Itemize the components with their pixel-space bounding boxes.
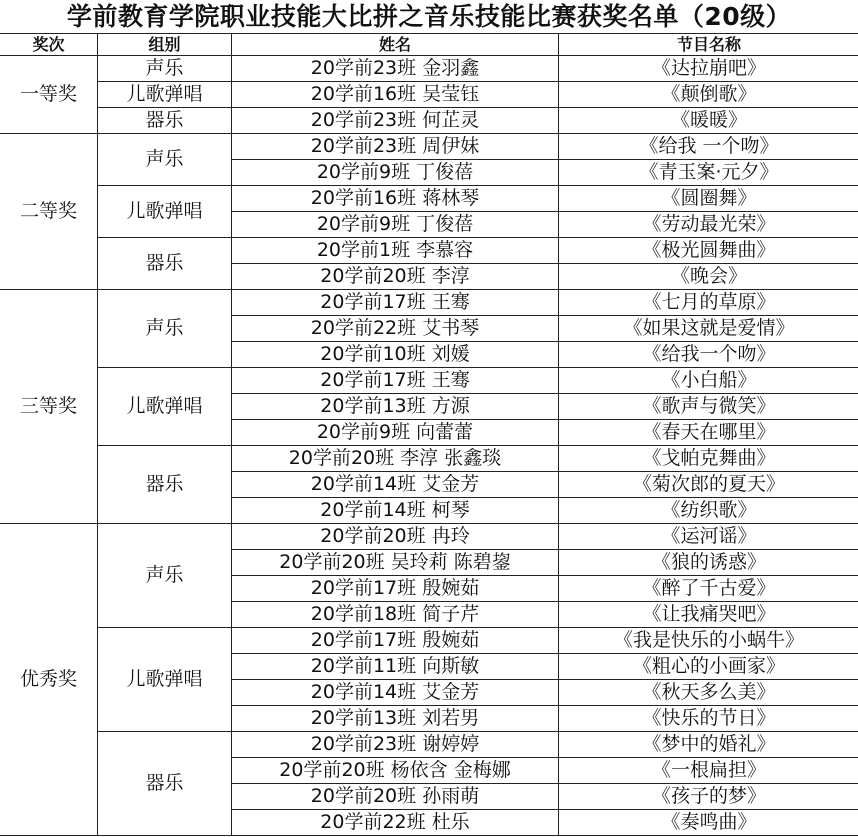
name-cell: 20学前16班 吴莹钰: [232, 82, 559, 108]
name-cell: 20学前9班 丁俊蓓: [232, 160, 559, 186]
group-cell: 声乐: [98, 56, 232, 82]
award-cell: 二等奖: [0, 134, 98, 290]
table-row: [0, 238, 858, 264]
table-row: [0, 524, 858, 550]
program-cell: 《七月的草原》: [559, 290, 858, 316]
page-title: 学前教育学院职业技能大比拼之音乐技能比赛获奖名单（20级）: [66, 2, 792, 31]
program-cell: 《给我 一个吻》: [559, 134, 858, 160]
award-cell: 三等奖: [0, 290, 98, 524]
program-cell: 《纺织歌》: [559, 498, 858, 524]
program-cell: 《给我一个吻》: [559, 342, 858, 368]
program-cell: 《我是快乐的小蜗牛》: [559, 628, 858, 654]
group-cell: 声乐: [98, 134, 232, 186]
table-row: [0, 108, 858, 134]
name-cell: 20学前14班 柯琴: [232, 498, 559, 524]
program-cell: 《颠倒歌》: [559, 82, 858, 108]
program-cell: 《狼的诱惑》: [559, 550, 858, 576]
program-cell: 《劳动最光荣》: [559, 212, 858, 238]
program-cell: 《孩子的梦》: [559, 784, 858, 810]
name-cell: 20学前20班 杨依含 金梅娜: [232, 758, 559, 784]
program-cell: 《小白船》: [559, 368, 858, 394]
name-cell: 20学前22班 艾书琴: [232, 316, 559, 342]
group-cell: 声乐: [98, 524, 232, 628]
group-cell: 器乐: [98, 732, 232, 836]
name-cell: 20学前18班 简子芹: [232, 602, 559, 628]
name-cell: 20学前23班 金羽鑫: [232, 56, 559, 82]
name-cell: 20学前14班 艾金芳: [232, 472, 559, 498]
award-cell: 一等奖: [0, 56, 98, 134]
name-cell: 20学前20班 李淳 张鑫琰: [232, 446, 559, 472]
name-cell: 20学前23班 谢婷婷: [232, 732, 559, 758]
program-cell: 《圆圈舞》: [559, 186, 858, 212]
name-cell: 20学前11班 向斯敏: [232, 654, 559, 680]
table-row: [0, 732, 858, 758]
program-cell: 《春天在哪里》: [559, 420, 858, 446]
table-row: [0, 446, 858, 472]
group-cell: 儿歌弹唱: [98, 82, 232, 108]
header-program: 节目名称: [559, 34, 858, 56]
name-cell: 20学前20班 吴玲莉 陈碧鋆: [232, 550, 559, 576]
program-cell: 《粗心的小画家》: [559, 654, 858, 680]
name-cell: 20学前1班 李慕容: [232, 238, 559, 264]
program-cell: 《歌声与微笑》: [559, 394, 858, 420]
group-cell: 器乐: [98, 446, 232, 524]
group-cell: 儿歌弹唱: [98, 628, 232, 732]
name-cell: 20学前23班 周伊妹: [232, 134, 559, 160]
program-cell: 《青玉案·元夕》: [559, 160, 858, 186]
table-row: [0, 82, 858, 108]
name-cell: 20学前13班 方源: [232, 394, 559, 420]
program-cell: 《暖暖》: [559, 108, 858, 134]
program-cell: 《晚会》: [559, 264, 858, 290]
table-row: [0, 368, 858, 394]
name-cell: 20学前10班 刘媛: [232, 342, 559, 368]
program-cell: 《让我痛哭吧》: [559, 602, 858, 628]
header-name: 姓名: [232, 34, 559, 56]
group-cell: 儿歌弹唱: [98, 186, 232, 238]
name-cell: 20学前17班 殷婉茹: [232, 628, 559, 654]
name-cell: 20学前9班 向蕾蕾: [232, 420, 559, 446]
program-cell: 《快乐的节日》: [559, 706, 858, 732]
group-cell: 器乐: [98, 108, 232, 134]
program-cell: 《达拉崩吧》: [559, 56, 858, 82]
header-row: [0, 34, 858, 56]
group-cell: 声乐: [98, 290, 232, 368]
table-row: [0, 628, 858, 654]
program-cell: 《醉了千古爱》: [559, 576, 858, 602]
name-cell: 20学前14班 艾金芳: [232, 680, 559, 706]
program-cell: 《戈帕克舞曲》: [559, 446, 858, 472]
program-cell: 《如果这就是爱情》: [559, 316, 858, 342]
name-cell: 20学前20班 李淳: [232, 264, 559, 290]
awards-table: [0, 33, 858, 836]
table-row: [0, 186, 858, 212]
program-cell: 《运河谣》: [559, 524, 858, 550]
name-cell: 20学前23班 何芷灵: [232, 108, 559, 134]
award-cell: 优秀奖: [0, 524, 98, 836]
table-row: [0, 134, 858, 160]
name-cell: 20学前17班 王骞: [232, 290, 559, 316]
group-cell: 儿歌弹唱: [98, 368, 232, 446]
program-cell: 《菊次郎的夏天》: [559, 472, 858, 498]
name-cell: 20学前20班 孙雨萌: [232, 784, 559, 810]
table-row: [0, 56, 858, 82]
program-cell: 《奏鸣曲》: [559, 810, 858, 836]
name-cell: 20学前22班 杜乐: [232, 810, 559, 836]
header-award: 奖次: [0, 34, 98, 56]
header-group: 组别: [98, 34, 232, 56]
name-cell: 20学前17班 王骞: [232, 368, 559, 394]
name-cell: 20学前17班 殷婉茹: [232, 576, 559, 602]
table-row: [0, 290, 858, 316]
program-cell: 《梦中的婚礼》: [559, 732, 858, 758]
program-cell: 《秋天多么美》: [559, 680, 858, 706]
name-cell: 20学前9班 丁俊蓓: [232, 212, 559, 238]
name-cell: 20学前16班 蒋林琴: [232, 186, 559, 212]
name-cell: 20学前13班 刘若男: [232, 706, 559, 732]
name-cell: 20学前20班 冉玲: [232, 524, 559, 550]
group-cell: 器乐: [98, 238, 232, 290]
awards-body: [0, 56, 858, 836]
program-cell: 《一根扁担》: [559, 758, 858, 784]
program-cell: 《极光圆舞曲》: [559, 238, 858, 264]
